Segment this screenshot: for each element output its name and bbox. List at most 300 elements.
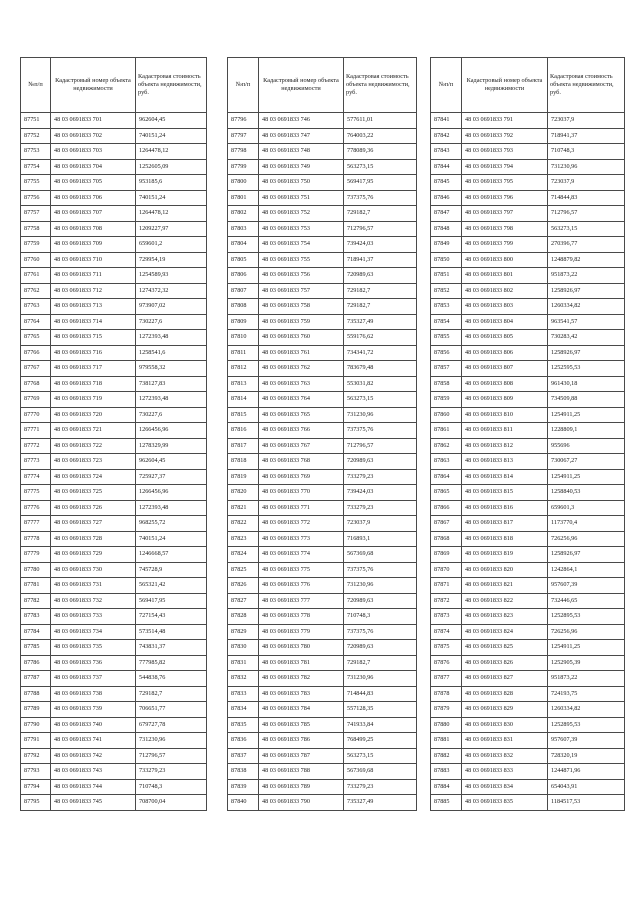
row-number-cell: 87755 <box>21 175 51 191</box>
cadastral-number-cell: 48 03 0691833 748 <box>259 144 344 160</box>
row-number-cell: 87884 <box>431 779 462 795</box>
table-row <box>228 733 417 749</box>
table-row <box>228 686 417 702</box>
cadastral-number-cell: 48 03 0691833 783 <box>259 686 344 702</box>
cadastral-number-cell: 48 03 0691833 768 <box>259 454 344 470</box>
cadastral-number-cell: 48 03 0691833 819 <box>462 547 548 563</box>
cadastral-value-cell: 706651,77 <box>136 702 207 718</box>
cadastral-number-cell: 48 03 0691833 797 <box>462 206 548 222</box>
cadastral-number-cell: 48 03 0691833 757 <box>259 283 344 299</box>
table-row <box>228 717 417 733</box>
cadastral-value-cell: 563273,15 <box>344 159 417 175</box>
table-row <box>228 469 417 485</box>
cadastral-number-cell: 48 03 0691833 829 <box>462 702 548 718</box>
table-row <box>21 221 207 237</box>
table-row <box>21 547 207 563</box>
table-row <box>21 733 207 749</box>
table-body <box>21 113 207 811</box>
row-number-cell: 87879 <box>431 702 462 718</box>
cadastral-number-cell: 48 03 0691833 753 <box>259 221 344 237</box>
cadastral-value-cell: 1252905,39 <box>548 655 625 671</box>
cadastral-number-cell: 48 03 0691833 704 <box>51 159 136 175</box>
row-number-cell: 87773 <box>21 454 51 470</box>
cadastral-value-cell: 725927,37 <box>136 469 207 485</box>
table-row <box>431 624 625 640</box>
cadastral-number-cell: 48 03 0691833 796 <box>462 190 548 206</box>
cadastral-number-cell: 48 03 0691833 722 <box>51 438 136 454</box>
row-number-cell: 87821 <box>228 500 259 516</box>
cadastral-number-cell: 48 03 0691833 747 <box>259 128 344 144</box>
row-number-cell: 87882 <box>431 748 462 764</box>
table-row <box>21 516 207 532</box>
row-number-cell: 87808 <box>228 299 259 315</box>
cadastral-value-cell: 1248879,82 <box>548 252 625 268</box>
cadastral-number-cell: 48 03 0691833 724 <box>51 469 136 485</box>
table-row <box>21 206 207 222</box>
row-number-cell: 87842 <box>431 128 462 144</box>
table-row <box>431 764 625 780</box>
cadastral-value-cell: 712796,57 <box>548 206 625 222</box>
cadastral-number-cell: 48 03 0691833 793 <box>462 144 548 160</box>
cadastral-number-cell: 48 03 0691833 730 <box>51 562 136 578</box>
cadastral-number-cell: 48 03 0691833 706 <box>51 190 136 206</box>
table-row <box>431 392 625 408</box>
table-row <box>21 283 207 299</box>
cadastral-value-cell: 569417,95 <box>344 175 417 191</box>
table-row <box>228 330 417 346</box>
row-number-cell: 87780 <box>21 562 51 578</box>
cadastral-number-cell: 48 03 0691833 798 <box>462 221 548 237</box>
row-number-cell: 87844 <box>431 159 462 175</box>
cadastral-number-cell: 48 03 0691833 712 <box>51 283 136 299</box>
table-row <box>21 376 207 392</box>
row-number-cell: 87791 <box>21 733 51 749</box>
table-row <box>21 252 207 268</box>
cadastral-value-cell: 743831,37 <box>136 640 207 656</box>
cadastral-value-cell: 968255,72 <box>136 516 207 532</box>
row-number-cell: 87781 <box>21 578 51 594</box>
cadastral-number-cell: 48 03 0691833 743 <box>51 764 136 780</box>
register-table-3 <box>430 57 625 811</box>
cadastral-value-cell: 768499,25 <box>344 733 417 749</box>
cadastral-number-cell: 48 03 0691833 802 <box>462 283 548 299</box>
row-number-cell: 87803 <box>228 221 259 237</box>
cadastral-number-cell: 48 03 0691833 763 <box>259 376 344 392</box>
header-cadastral-value: Кадастровая стоимость объекта недвижимости, руб. <box>136 58 207 113</box>
cadastral-value-cell: 1260334,82 <box>548 299 625 315</box>
table-row <box>431 500 625 516</box>
cadastral-value-cell: 723037,9 <box>548 113 625 129</box>
cadastral-value-cell: 729182,7 <box>136 686 207 702</box>
cadastral-value-cell: 567369,68 <box>344 764 417 780</box>
table-row <box>21 764 207 780</box>
cadastral-number-cell: 48 03 0691833 777 <box>259 593 344 609</box>
row-number-cell: 87847 <box>431 206 462 222</box>
cadastral-value-cell: 712796,57 <box>344 438 417 454</box>
table-row <box>21 175 207 191</box>
cadastral-value-cell: 1252895,53 <box>548 717 625 733</box>
table-row <box>21 423 207 439</box>
cadastral-number-cell: 48 03 0691833 828 <box>462 686 548 702</box>
table-row <box>228 516 417 532</box>
table-row <box>228 345 417 361</box>
cadastral-value-cell: 1242864,1 <box>548 562 625 578</box>
cadastral-value-cell: 729182,7 <box>344 655 417 671</box>
row-number-cell: 87837 <box>228 748 259 764</box>
cadastral-number-cell: 48 03 0691833 746 <box>259 113 344 129</box>
cadastral-number-cell: 48 03 0691833 711 <box>51 268 136 284</box>
cadastral-value-cell: 1258541,6 <box>136 345 207 361</box>
cadastral-value-cell: 731230,96 <box>136 733 207 749</box>
table-row <box>228 764 417 780</box>
cadastral-number-cell: 48 03 0691833 772 <box>259 516 344 532</box>
row-number-cell: 87774 <box>21 469 51 485</box>
cadastral-value-cell: 720989,63 <box>344 593 417 609</box>
table-row <box>431 299 625 315</box>
row-number-cell: 87872 <box>431 593 462 609</box>
cadastral-number-cell: 48 03 0691833 740 <box>51 717 136 733</box>
row-number-cell: 87787 <box>21 671 51 687</box>
cadastral-value-cell: 1258840,53 <box>548 485 625 501</box>
cadastral-number-cell: 48 03 0691833 804 <box>462 314 548 330</box>
row-number-cell: 87813 <box>228 376 259 392</box>
cadastral-value-cell: 565321,42 <box>136 578 207 594</box>
row-number-cell: 87812 <box>228 361 259 377</box>
row-number-cell: 87866 <box>431 500 462 516</box>
cadastral-number-cell: 48 03 0691833 791 <box>462 113 548 129</box>
row-number-cell: 87869 <box>431 547 462 563</box>
cadastral-value-cell: 777985,82 <box>136 655 207 671</box>
table-row <box>431 330 625 346</box>
table-row <box>431 516 625 532</box>
cadastral-number-cell: 48 03 0691833 825 <box>462 640 548 656</box>
cadastral-value-cell: 1272393,48 <box>136 330 207 346</box>
cadastral-value-cell: 1266456,96 <box>136 485 207 501</box>
table-row <box>228 562 417 578</box>
cadastral-number-cell: 48 03 0691833 792 <box>462 128 548 144</box>
cadastral-number-cell: 48 03 0691833 729 <box>51 547 136 563</box>
cadastral-value-cell: 733279,23 <box>344 779 417 795</box>
row-number-cell: 87831 <box>228 655 259 671</box>
cadastral-value-cell: 1244871,96 <box>548 764 625 780</box>
table-row <box>431 779 625 795</box>
table-row <box>431 640 625 656</box>
table-row <box>228 361 417 377</box>
cadastral-value-cell: 732446,65 <box>548 593 625 609</box>
cadastral-number-cell: 48 03 0691833 702 <box>51 128 136 144</box>
row-number-cell: 87776 <box>21 500 51 516</box>
row-number-cell: 87832 <box>228 671 259 687</box>
cadastral-number-cell: 48 03 0691833 785 <box>259 717 344 733</box>
table-row <box>431 485 625 501</box>
cadastral-number-cell: 48 03 0691833 808 <box>462 376 548 392</box>
cadastral-number-cell: 48 03 0691833 820 <box>462 562 548 578</box>
cadastral-value-cell: 659601,3 <box>548 500 625 516</box>
cadastral-number-cell: 48 03 0691833 739 <box>51 702 136 718</box>
row-number-cell: 87853 <box>431 299 462 315</box>
cadastral-value-cell: 731230,96 <box>344 671 417 687</box>
cadastral-number-cell: 48 03 0691833 758 <box>259 299 344 315</box>
cadastral-value-cell: 729954,19 <box>136 252 207 268</box>
cadastral-number-cell: 48 03 0691833 794 <box>462 159 548 175</box>
cadastral-number-cell: 48 03 0691833 800 <box>462 252 548 268</box>
cadastral-value-cell: 659601,2 <box>136 237 207 253</box>
table-row <box>21 330 207 346</box>
table-row <box>431 268 625 284</box>
table-row <box>431 144 625 160</box>
cadastral-number-cell: 48 03 0691833 773 <box>259 531 344 547</box>
table-row <box>431 438 625 454</box>
table-row <box>228 407 417 423</box>
table-row <box>21 624 207 640</box>
cadastral-value-cell: 730227,6 <box>136 407 207 423</box>
table-row <box>228 454 417 470</box>
cadastral-number-cell: 48 03 0691833 789 <box>259 779 344 795</box>
cadastral-number-cell: 48 03 0691833 781 <box>259 655 344 671</box>
row-number-cell: 87855 <box>431 330 462 346</box>
cadastral-value-cell: 740151,24 <box>136 190 207 206</box>
header-row-number: №п/п <box>21 58 51 113</box>
row-number-cell: 87826 <box>228 578 259 594</box>
cadastral-value-cell: 557128,35 <box>344 702 417 718</box>
row-number-cell: 87877 <box>431 671 462 687</box>
row-number-cell: 87827 <box>228 593 259 609</box>
row-number-cell: 87765 <box>21 330 51 346</box>
row-number-cell: 87824 <box>228 547 259 563</box>
cadastral-number-cell: 48 03 0691833 779 <box>259 624 344 640</box>
cadastral-value-cell: 1228809,1 <box>548 423 625 439</box>
cadastral-value-cell: 730067,27 <box>548 454 625 470</box>
row-number-cell: 87816 <box>228 423 259 439</box>
cadastral-value-cell: 730227,6 <box>136 314 207 330</box>
row-number-cell: 87871 <box>431 578 462 594</box>
table-row <box>228 252 417 268</box>
table-row <box>228 547 417 563</box>
table-row <box>228 748 417 764</box>
row-number-cell: 87880 <box>431 717 462 733</box>
row-number-cell: 87779 <box>21 547 51 563</box>
cadastral-value-cell: 729182,7 <box>344 206 417 222</box>
cadastral-value-cell: 1264478,12 <box>136 144 207 160</box>
cadastral-value-cell: 553031,82 <box>344 376 417 392</box>
cadastral-value-cell: 735327,49 <box>344 795 417 811</box>
cadastral-value-cell: 728320,19 <box>548 748 625 764</box>
cadastral-value-cell: 679727,78 <box>136 717 207 733</box>
table-row <box>431 733 625 749</box>
cadastral-number-cell: 48 03 0691833 831 <box>462 733 548 749</box>
cadastral-number-cell: 48 03 0691833 771 <box>259 500 344 516</box>
cadastral-number-cell: 48 03 0691833 732 <box>51 593 136 609</box>
cadastral-number-cell: 48 03 0691833 780 <box>259 640 344 656</box>
cadastral-value-cell: 962604,45 <box>136 113 207 129</box>
cadastral-number-cell: 48 03 0691833 786 <box>259 733 344 749</box>
row-number-cell: 87856 <box>431 345 462 361</box>
row-number-cell: 87757 <box>21 206 51 222</box>
row-number-cell: 87785 <box>21 640 51 656</box>
row-number-cell: 87852 <box>431 283 462 299</box>
table-row <box>21 671 207 687</box>
cadastral-value-cell: 1252595,53 <box>548 361 625 377</box>
cadastral-number-cell: 48 03 0691833 788 <box>259 764 344 780</box>
cadastral-number-cell: 48 03 0691833 737 <box>51 671 136 687</box>
table-body <box>228 113 417 811</box>
cadastral-number-cell: 48 03 0691833 725 <box>51 485 136 501</box>
table-row <box>21 314 207 330</box>
cadastral-number-cell: 48 03 0691833 721 <box>51 423 136 439</box>
row-number-cell: 87783 <box>21 609 51 625</box>
table-row <box>228 268 417 284</box>
cadastral-number-cell: 48 03 0691833 765 <box>259 407 344 423</box>
cadastral-value-cell: 569417,95 <box>136 593 207 609</box>
row-number-cell: 87858 <box>431 376 462 392</box>
cadastral-value-cell: 720989,63 <box>344 268 417 284</box>
table-row <box>228 314 417 330</box>
table-row <box>431 128 625 144</box>
cadastral-value-cell: 724193,75 <box>548 686 625 702</box>
header-cadastral-number: Кадастровый номер объекта недвижимости <box>259 58 344 113</box>
table-row <box>21 702 207 718</box>
cadastral-number-cell: 48 03 0691833 731 <box>51 578 136 594</box>
row-number-cell: 87789 <box>21 702 51 718</box>
table-row <box>431 655 625 671</box>
row-number-cell: 87784 <box>21 624 51 640</box>
cadastral-value-cell: 710748,3 <box>136 779 207 795</box>
table-row <box>228 438 417 454</box>
cadastral-value-cell: 1278329,99 <box>136 438 207 454</box>
cadastral-value-cell: 727154,43 <box>136 609 207 625</box>
row-number-cell: 87777 <box>21 516 51 532</box>
table-row <box>431 531 625 547</box>
cadastral-value-cell: 712796,57 <box>136 748 207 764</box>
row-number-cell: 87792 <box>21 748 51 764</box>
cadastral-number-cell: 48 03 0691833 815 <box>462 485 548 501</box>
cadastral-value-cell: 714844,83 <box>344 686 417 702</box>
cadastral-number-cell: 48 03 0691833 809 <box>462 392 548 408</box>
table-row <box>431 237 625 253</box>
row-number-cell: 87754 <box>21 159 51 175</box>
row-number-cell: 87752 <box>21 128 51 144</box>
cadastral-number-cell: 48 03 0691833 720 <box>51 407 136 423</box>
table-row <box>228 376 417 392</box>
row-number-cell: 87788 <box>21 686 51 702</box>
cadastral-value-cell: 731230,96 <box>548 159 625 175</box>
row-number-cell: 87860 <box>431 407 462 423</box>
cadastral-value-cell: 1272393,48 <box>136 500 207 516</box>
cadastral-value-cell: 735327,49 <box>344 314 417 330</box>
cadastral-value-cell: 730283,42 <box>548 330 625 346</box>
row-number-cell: 87883 <box>431 764 462 780</box>
table-row <box>228 392 417 408</box>
cadastral-number-cell: 48 03 0691833 736 <box>51 655 136 671</box>
cadastral-value-cell: 963541,57 <box>548 314 625 330</box>
row-number-cell: 87753 <box>21 144 51 160</box>
row-number-cell: 87863 <box>431 454 462 470</box>
row-number-cell: 87846 <box>431 190 462 206</box>
row-number-cell: 87794 <box>21 779 51 795</box>
cadastral-value-cell: 957607,39 <box>548 733 625 749</box>
cadastral-number-cell: 48 03 0691833 774 <box>259 547 344 563</box>
row-number-cell: 87766 <box>21 345 51 361</box>
row-number-cell: 87841 <box>431 113 462 129</box>
table-row <box>228 655 417 671</box>
cadastral-value-cell: 726256,96 <box>548 624 625 640</box>
cadastral-value-cell: 764003,22 <box>344 128 417 144</box>
table-row <box>431 361 625 377</box>
row-number-cell: 87838 <box>228 764 259 780</box>
row-number-cell: 87805 <box>228 252 259 268</box>
table-row <box>228 702 417 718</box>
cadastral-value-cell: 737375,76 <box>344 624 417 640</box>
table-body <box>431 113 625 811</box>
table-row <box>431 795 625 811</box>
table-row <box>21 361 207 377</box>
header-cadastral-number: Кадастровый номер объекта недвижимости <box>462 58 548 113</box>
cadastral-number-cell: 48 03 0691833 769 <box>259 469 344 485</box>
cadastral-value-cell: 1252895,53 <box>548 609 625 625</box>
table-row <box>228 795 417 811</box>
row-number-cell: 87839 <box>228 779 259 795</box>
row-number-cell: 87818 <box>228 454 259 470</box>
row-number-cell: 87778 <box>21 531 51 547</box>
cadastral-value-cell: 1184517,53 <box>548 795 625 811</box>
row-number-cell: 87807 <box>228 283 259 299</box>
cadastral-value-cell: 1260334,82 <box>548 702 625 718</box>
cadastral-value-cell: 734509,88 <box>548 392 625 408</box>
cadastral-value-cell: 544838,76 <box>136 671 207 687</box>
cadastral-number-cell: 48 03 0691833 738 <box>51 686 136 702</box>
table-row <box>21 655 207 671</box>
table-row <box>21 190 207 206</box>
cadastral-value-cell: 577611,01 <box>344 113 417 129</box>
cadastral-value-cell: 957607,39 <box>548 578 625 594</box>
table-row <box>431 423 625 439</box>
cadastral-value-cell: 740151,24 <box>136 128 207 144</box>
row-number-cell: 87830 <box>228 640 259 656</box>
cadastral-number-cell: 48 03 0691833 787 <box>259 748 344 764</box>
row-number-cell: 87762 <box>21 283 51 299</box>
row-number-cell: 87850 <box>431 252 462 268</box>
cadastral-value-cell: 783679,48 <box>344 361 417 377</box>
cadastral-value-cell: 778089,36 <box>344 144 417 160</box>
row-number-cell: 87756 <box>21 190 51 206</box>
cadastral-number-cell: 48 03 0691833 703 <box>51 144 136 160</box>
cadastral-number-cell: 48 03 0691833 761 <box>259 345 344 361</box>
table-row <box>228 175 417 191</box>
row-number-cell: 87806 <box>228 268 259 284</box>
row-number-cell: 87751 <box>21 113 51 129</box>
table-row <box>431 345 625 361</box>
table-row <box>431 593 625 609</box>
row-number-cell: 87822 <box>228 516 259 532</box>
row-number-cell: 87804 <box>228 237 259 253</box>
table-row <box>21 407 207 423</box>
cadastral-value-cell: 734341,72 <box>344 345 417 361</box>
cadastral-value-cell: 1252605,09 <box>136 159 207 175</box>
row-number-cell: 87868 <box>431 531 462 547</box>
cadastral-number-cell: 48 03 0691833 795 <box>462 175 548 191</box>
row-number-cell: 87809 <box>228 314 259 330</box>
cadastral-value-cell: 720989,63 <box>344 454 417 470</box>
cadastral-number-cell: 48 03 0691833 821 <box>462 578 548 594</box>
row-number-cell: 87845 <box>431 175 462 191</box>
row-number-cell: 87802 <box>228 206 259 222</box>
header-cadastral-value: Кадастровая стоимость объекта недвижимости, руб. <box>548 58 625 113</box>
row-number-cell: 87799 <box>228 159 259 175</box>
cadastral-value-cell: 563273,15 <box>344 748 417 764</box>
table-row <box>431 175 625 191</box>
cadastral-value-cell: 716893,1 <box>344 531 417 547</box>
cadastral-number-cell: 48 03 0691833 805 <box>462 330 548 346</box>
